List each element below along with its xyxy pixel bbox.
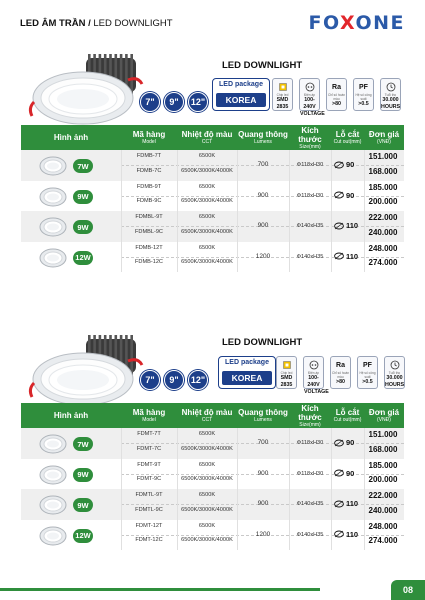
model-cell: FDMTL-9T [135,492,163,498]
column-divider [364,150,365,272]
title-vi: LED ÂM TRẦN / [20,18,94,29]
package-label: LED package [219,81,263,88]
product-thumbnail [39,153,67,177]
spec-lifetime [380,78,401,111]
page-title [20,18,173,29]
size-badge: 12" [188,92,208,112]
package-origin: KOREA [222,371,272,385]
cut-out-cell [334,438,354,447]
column-header: Nhiệt độ màu CCT [181,408,233,423]
lumens-cell: 900 [257,191,269,199]
price-cell: 185.000 [368,182,398,192]
cut-out-value: 110 [346,499,359,508]
package-label: LED package [225,359,269,366]
voltage-icon [304,359,323,371]
price-cell: 168.000 [368,444,398,454]
downlight-product-image [28,321,148,416]
wattage-badge: 7W [73,437,93,451]
cut-out-icon [334,439,344,447]
size-cell: Φ118xH30 [296,440,324,446]
model-cell: FDMB-7T [136,153,162,159]
cut-out-value: 90 [346,468,355,478]
spec-value: >0.5 [362,379,373,385]
cct-cell: 6500K [198,431,216,437]
cct-cell: 6500K [198,522,216,529]
column-divider [177,150,178,272]
model-cell: FDMB-12T [135,244,163,251]
voltage-icon [300,81,319,93]
column-divider [121,428,122,550]
cut-out-cell [334,252,358,261]
wattage-badge: 12W [73,529,93,543]
lumens-cell: 900 [257,222,269,229]
lumens-cell: 1200 [255,530,271,538]
size-options [140,92,208,112]
price-cell: 274.000 [368,258,398,267]
column-divider [237,150,238,272]
cut-out-cell [334,191,354,200]
size-cell: Φ118xH30 [296,470,324,477]
cut-out-icon [334,161,344,169]
cut-out-cell [334,499,358,508]
model-cell: FDMT-7T [137,431,161,437]
pf-icon: PF [363,361,372,369]
spec-caption: Chip led [280,371,293,375]
footer-line [0,588,320,596]
price-cell: 248.000 [368,243,398,253]
lumens-cell: 700 [257,161,269,168]
cut-out-cell [334,469,354,478]
column-header: Mã hàng Model [132,408,166,423]
downlight-product-image [28,40,148,135]
cut-out-value: 90 [346,438,355,447]
model-cell: FDMTL-9C [135,506,163,513]
price-table [21,403,404,550]
cct-cell: 6500K/3000K/4000K [181,537,233,543]
column-header: Hình ảnh [53,411,89,420]
cut-out-cell [334,530,358,539]
cct-cell: 6500K [198,183,216,190]
section-title: LED DOWNLIGHT [222,60,303,71]
section-title: LED DOWNLIGHT [222,337,303,348]
table-header [21,403,404,428]
wattage-badge: 9W [73,220,93,234]
title-en: LED DOWNLIGHT [93,18,173,29]
cct-cell: 6500K/3000K/4000K [181,228,233,235]
product-thumbnail [39,214,67,238]
spec-caption: Hệ số công suất [359,371,376,379]
spec-ra [326,78,347,111]
column-divider [331,150,332,272]
column-divider [177,428,178,550]
cut-out-icon [334,222,344,230]
price-cell: 168.000 [368,166,398,176]
spec-ra [330,356,351,389]
column-header: Lỗ cắt Cut out(mm) [333,130,362,145]
product-thumbnail [39,462,67,486]
spec-caption: Chỉ số hoàn màu [327,93,345,101]
cct-cell: 6500K/3000K/4000K [181,445,233,452]
model-cell: FDMT-9C [136,476,162,482]
package-origin: KOREA [216,93,266,107]
size-cell: Φ118xH30 [296,162,324,168]
spec-value: 30.000 HOURS [381,97,401,110]
column-divider [121,150,122,272]
led-package-badge [218,356,276,389]
ra-icon: Ra [336,361,345,369]
model-cell: FDMBL-9T [135,214,163,220]
spec-value: 30.000 HOURS [385,375,405,388]
spec-caption: Chỉ số hoàn màu [331,371,349,379]
cct-cell: 6500K [198,244,216,251]
cut-out-cell [334,160,354,169]
spec-value: SMD 2835 [276,97,289,110]
size-cell: Φ140xH35 [296,253,324,260]
table-body [21,150,404,272]
price-table [21,125,404,272]
column-header: Kích thước Size(mm) [298,125,322,150]
size-options [140,370,208,390]
cct-cell: 6500K/3000K/4000K [181,259,233,265]
lifetime-icon [385,359,404,371]
table-body [21,428,404,550]
cut-out-value: 90 [346,190,355,200]
column-divider [364,428,365,550]
price-cell: 185.000 [368,460,398,470]
spec-value: SMD 2835 [280,375,293,388]
spec-caption: Tuổi thọ [388,371,401,375]
model-cell: FDMT-7C [136,445,162,452]
wattage-badge: 9W [73,190,93,204]
spec-value: >80 [336,379,345,385]
column-divider [331,428,332,550]
cut-out-value: 110 [346,221,359,230]
cct-cell: 6500K/3000K/4000K [181,506,233,513]
product-thumbnail [39,523,67,547]
spec-caption: Điện áp [308,371,319,375]
page-number: 08 [391,580,425,600]
price-cell: 222.000 [368,491,398,500]
price-cell: 151.000 [368,152,398,161]
spec-caption: Hệ số công suất [355,93,372,101]
product-thumbnail [39,184,67,208]
price-cell: 248.000 [368,521,398,531]
led-chip-icon [273,81,292,93]
cct-cell: 6500K [198,153,216,159]
price-cell: 222.000 [368,213,398,222]
column-header: Quang thông Lumens [238,130,288,145]
column-divider [237,428,238,550]
column-header: Đơn giá (VNĐ) [368,130,400,145]
size-cell: Φ140xH35 [296,531,324,538]
product-thumbnail [39,245,67,269]
column-header: Kích thước Size(mm) [298,403,322,428]
cut-out-cell [334,221,358,230]
cut-out-icon [334,252,344,260]
cut-out-icon [334,500,344,508]
lumens-cell: 900 [257,500,269,507]
spec-icons [272,78,401,117]
size-badge: 9" [164,92,184,112]
spec-voltage [303,356,329,395]
wattage-badge: 12W [73,251,93,265]
model-cell: FDMT-9T [137,461,161,468]
spec-icons [276,356,405,395]
column-divider [289,150,290,272]
cct-cell: 6500K [198,461,216,468]
foxone-logo: FOXONE [308,12,405,34]
column-header: Lỗ cắt Cut out(mm) [333,408,362,423]
column-header: Hình ảnh [53,133,89,142]
spec-value: >0.5 [358,101,369,107]
pf-icon: PF [359,83,368,91]
size-badge: 7" [140,370,160,390]
product-thumbnail [39,492,67,516]
price-cell: 200.000 [368,475,398,484]
wattage-badge: 9W [73,468,93,482]
size-badge: 7" [140,92,160,112]
cct-cell: 6500K/3000K/4000K [181,476,233,482]
price-cell: 240.000 [368,505,398,515]
model-cell: FDMB-7C [136,167,162,174]
cct-cell: 6500K/3000K/4000K [181,198,233,204]
column-header: Quang thông Lumens [238,408,288,423]
wattage-badge: 9W [73,498,93,512]
column-header: Mã hàng Model [132,130,166,145]
column-divider [289,428,290,550]
ra-icon: Ra [332,83,341,91]
spec-value: 100-240V VOLTAGE [304,375,329,395]
table-header [21,125,404,150]
column-header: Nhiệt độ màu CCT [181,130,233,145]
model-cell: FDMBL-9C [135,228,163,235]
page-header [0,0,425,34]
spec-pf [357,356,378,389]
lifetime-icon [381,81,400,93]
led-package-badge [212,78,270,111]
spec-value: 100-240V VOLTAGE [300,97,325,117]
spec-led-chip [276,356,297,389]
lumens-cell: 1200 [255,252,271,260]
spec-caption: Chip led [276,93,289,97]
led-chip-icon [277,359,296,371]
size-cell: Φ140xH35 [296,501,324,507]
price-cell: 240.000 [368,227,398,237]
model-cell: FDMB-9T [136,183,162,190]
price-cell: 274.000 [368,536,398,545]
spec-caption: Tuổi thọ [384,93,397,97]
spec-voltage [299,78,325,117]
cut-out-icon [334,191,344,199]
size-badge: 12" [188,370,208,390]
cut-out-icon [334,530,344,538]
wattage-badge: 7W [73,159,93,173]
price-cell: 151.000 [368,430,398,439]
cct-cell: 6500K [198,214,216,220]
model-cell: FDMB-9C [136,198,162,204]
price-cell: 200.000 [368,197,398,206]
spec-led-chip [272,78,293,111]
column-header: Đơn giá (VNĐ) [368,408,400,423]
cut-out-value: 90 [346,160,355,169]
cut-out-icon [334,469,344,477]
size-badge: 9" [164,370,184,390]
model-cell: FDMT-12C [135,537,163,543]
cut-out-value: 110 [346,529,359,539]
model-cell: FDMB-12C [135,259,163,265]
spec-lifetime [384,356,405,389]
cut-out-value: 110 [346,251,359,261]
lumens-cell: 900 [257,469,269,477]
product-thumbnail [39,431,67,455]
size-cell: Φ118xH30 [296,192,324,199]
spec-pf [353,78,374,111]
cct-cell: 6500K/3000K/4000K [181,167,233,174]
lumens-cell: 700 [257,439,269,446]
spec-caption: Điện áp [304,93,315,97]
model-cell: FDMT-12T [135,522,163,529]
size-cell: Φ140xH35 [296,223,324,229]
cct-cell: 6500K [198,492,216,498]
spec-value: >80 [332,101,341,107]
